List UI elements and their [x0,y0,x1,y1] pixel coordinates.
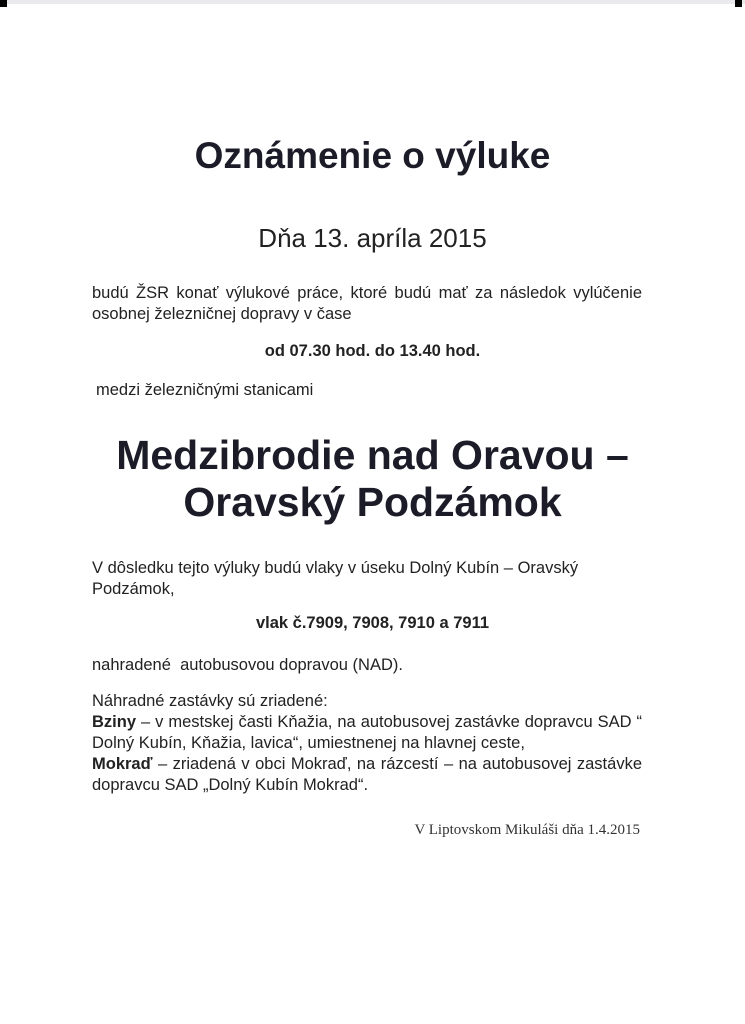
scan-mark-right [735,0,742,7]
time-range: od 07.30 hod. do 13.40 hod. [264,342,481,360]
date-line: Dňa 13. apríla 2015 [258,223,487,253]
route-line-1: Medzibrodie nad Oravou – [116,432,629,478]
scan-mark-left [0,0,7,7]
scan-edge [0,0,745,4]
route-heading [0,432,745,526]
stop-mokrad-text: – zriadená v obci Mokraď, na rázcestí – na autobusovej zastávke dopravcu SAD „Dolný Kubín Mokrad“. [92,755,642,794]
intro-paragraph: budú ŽSR konať výlukové práce, ktoré budú mať za následok vylúčenie osobnej železničnej dopravy v čase [92,284,642,323]
stops-heading: Náhradné zastávky sú zriadené: [92,692,328,710]
stop-bziny [92,712,642,754]
replacement-text: nahradené autobusovou dopravou (NAD). [92,656,403,674]
stop-mokrad-name: Mokraď [92,755,153,773]
consequence-paragraph: V dôsledku tejto výluky budú vlaky v úseku Dolný Kubín – Oravský Podzámok, [92,559,579,598]
place-date-signature: V Liptovskom Mikuláši dňa 1.4.2015 [414,822,640,838]
stop-bziny-text: – v mestskej časti Kňažia, na autobusovej zastávke dopravcu SAD “ Dolný Kubín, Kňažia, lavica“, umiestnenej na hlavnej ceste, [92,713,642,752]
stop-mokrad [92,754,642,796]
train-numbers: vlak č.7909, 7908, 7910 a 7911 [255,614,490,632]
route-line-2: Oravský Podzámok [183,479,562,525]
document-title: Oznámenie o výluke [194,135,551,176]
between-stations: medzi železničnými stanicami [96,381,314,399]
stop-bziny-name: Bziny [92,713,137,731]
